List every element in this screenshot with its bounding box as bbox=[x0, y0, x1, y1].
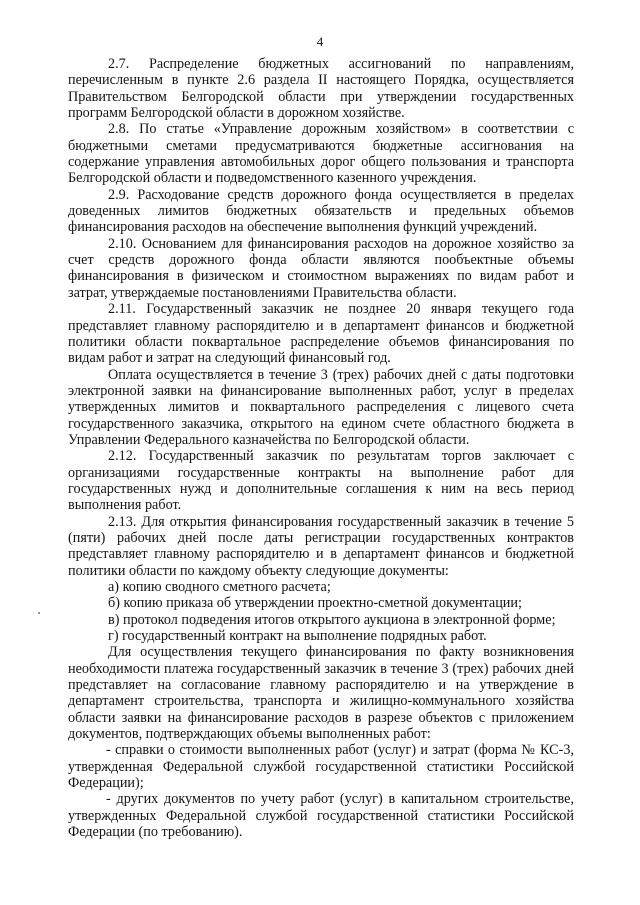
document-body bbox=[68, 56, 574, 841]
dash-item-ks3: - справки о стоимости выполненных работ (услуг) и затрат (форма № КС-3, утвержденная Федеральной службой государственной статистики Российской Федерации); bbox=[68, 742, 574, 792]
paragraph-2-13: 2.13. Для открытия финансирования государственный заказчик в течение 5 (пяти) рабочих дней после даты регистрации государственных контрактов представляет главному распорядителю и в департамент финансов и бюджетной политики области по каждому объекту следующие документы: bbox=[68, 513, 574, 579]
list-item-a: а) копию сводного сметного расчета; bbox=[108, 579, 331, 595]
paragraph-2-9: 2.9. Расходование средств дорожного фонда осуществляется в пределах доведенных лимитов бюджетных обязательств и предельных объемов финансирования расходов на обеспечение выполнения функций учреждений. bbox=[68, 186, 574, 236]
list-item-v: в) протокол подведения итогов открытого аукциона в электронной форме; bbox=[108, 611, 556, 628]
scan-artifact-dot bbox=[38, 612, 40, 614]
paragraph-2-7: 2.7. Распределение бюджетных ассигнований по направлениям, перечисленным в пункте 2.6 раздела II настоящего Порядка, осуществляется Правительством Белгородской области при утверждении государственных программ Белгородской области в дорожном хозяйстве. bbox=[68, 56, 574, 122]
dash-item-other-docs: - других документов по учету работ (услуг) в капитальном строительстве, утвержденных Федеральной службой государственной статистики Российской Федерации (по требованию). bbox=[68, 791, 574, 841]
paragraph-2-10: 2.10. Основанием для финансирования расходов на дорожное хозяйство за счет средств дорожного фонда области являются пообъектные объемы финансирования в физическом и стоимостном выражениях по видам работ и затрат, утверждаемые постановлениями Правительства области. bbox=[68, 235, 574, 301]
page-number: 4 bbox=[316, 34, 324, 49]
paragraph-current-financing: Для осуществления текущего финансирования по факту возникновения необходимости платежа государственный заказчик в течение 3 (трех) рабочих дней представляет на согласование главному распорядителю и на утверждение в департамент строительства, транспорта и жилищно-коммунального хозяйства области заявки на финансирование расходов в разрезе объектов с приложением документов, подтверждающих объемы выполненных работ: bbox=[68, 644, 574, 743]
paragraph-2-12: 2.12. Государственный заказчик по результатам торгов заключает с организациями государственные контракты на выполнение работ для государственных нужд и дополнительные соглашения к ним на весь период выполнения работ. bbox=[68, 448, 574, 514]
paragraph-payment: Оплата осуществляется в течение 3 (трех) рабочих дней с даты подготовки электронной заявки на финансирование выполненных работ, услуг в пределах утвержденных лимитов и поквартального распределения с лицевого счета государственного заказчика, открытого на едином счете областного бюджета в Управлении Федерального казначейства по Белгородской области. bbox=[68, 366, 574, 448]
paragraph-2-11: 2.11. Государственный заказчик не позднее 20 января текущего года представляет главному распорядителю и в департамент финансов и бюджетной политики области поквартальное распределение объемов финансирования по видам работ и затрат на следующий финансовый год. bbox=[68, 301, 574, 367]
paragraph-2-8: 2.8. По статье «Управление дорожным хозяйством» в соответствии с бюджетными сметами предусматриваются бюджетные ассигнования на содержание управления автомобильных дорог общего пользования и транспорта Белгородской области и подведомственного казенного учреждения. bbox=[68, 121, 574, 187]
list-item-b: б) копию приказа об утверждении проектно-сметной документации; bbox=[108, 595, 522, 612]
list-item-g: г) государственный контракт на выполнение подрядных работ. bbox=[108, 628, 487, 645]
